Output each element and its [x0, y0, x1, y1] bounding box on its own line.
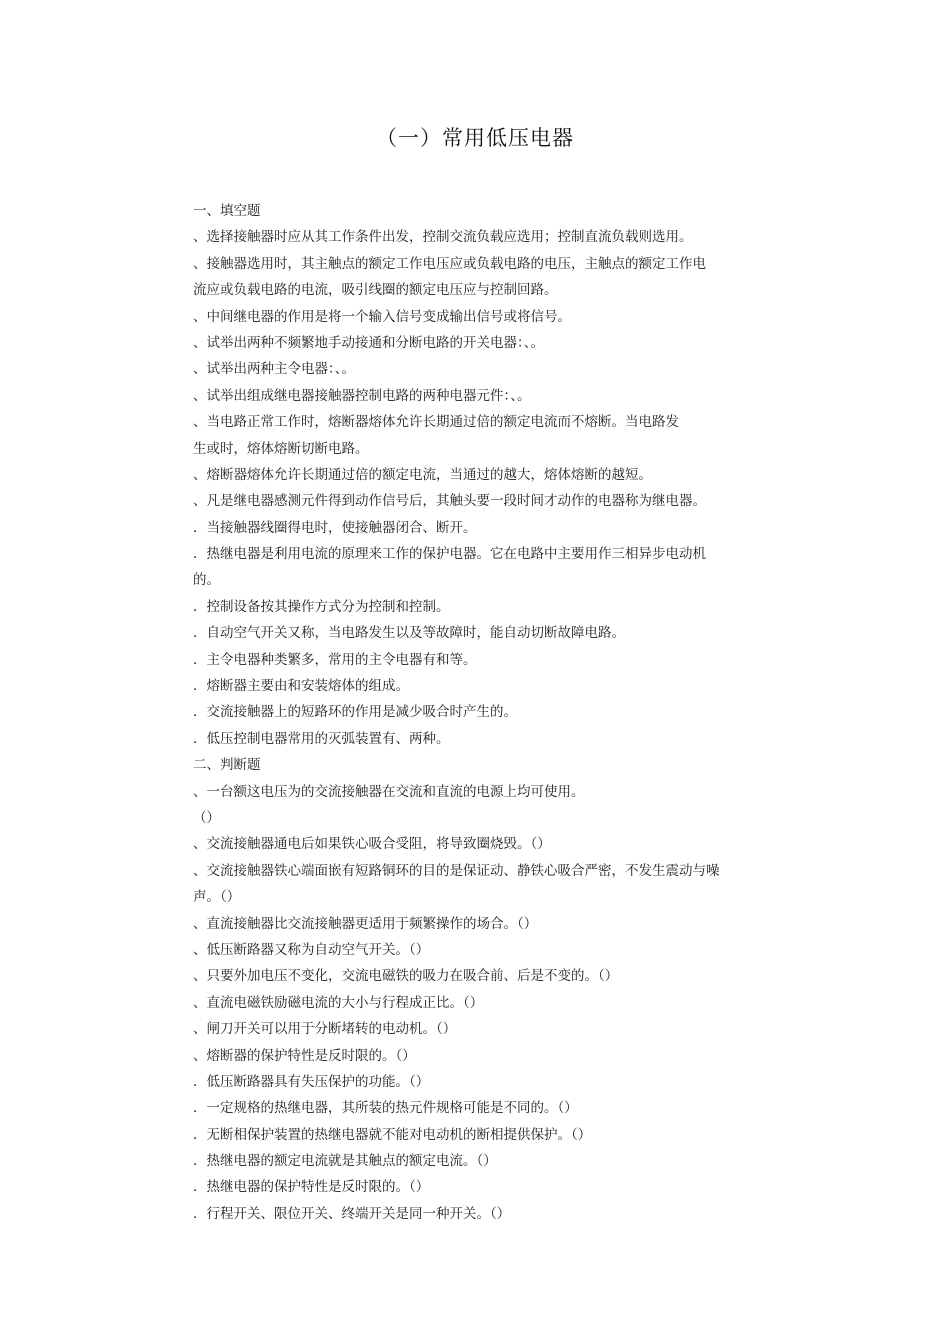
question-line: ．当接触器线圈得电时，使接触器闭合、断开。	[193, 519, 477, 536]
question-line: ．交流接触器上的短路环的作用是减少吸合时产生的。	[193, 704, 517, 721]
question-line: ．熔断器主要由和安装熔体的组成。	[193, 678, 409, 695]
question-line: ．控制设备按其操作方式分为控制和控制。	[193, 598, 450, 615]
question-line: ．热继电器的额定电流就是其触点的额定电流。（）	[193, 1153, 497, 1170]
question-line: 、熔断器熔体允许长期通过倍的额定电流，当通过的越大，熔体熔断的越短。	[193, 466, 652, 483]
question-line: 的。	[193, 572, 220, 589]
question-line: 、低压断路器又称为自动空气开关。（）	[193, 941, 430, 958]
question-line: 、试举出组成继电器接触器控制电路的两种电器元件：、。	[193, 387, 531, 404]
question-line: ．低压断路器具有失压保护的功能。（）	[193, 1073, 430, 1090]
document-title: （一）常用低压电器	[376, 126, 574, 150]
question-line: ．主令电器种类繁多，常用的主令电器有和等。	[193, 651, 477, 668]
question-line: 生或时，熔体熔断切断电路。	[193, 440, 369, 457]
question-line: ．一定规格的热继电器，其所装的热元件规格可能是不同的。（）	[193, 1100, 578, 1117]
question-line: ．低压控制电器常用的灭弧装置有、两种。	[193, 730, 450, 747]
section-heading: 一、填空题	[193, 203, 261, 219]
document-body	[193, 198, 783, 1227]
question-line: 、试举出两种不频繁地手动接通和分断电路的开关电器：、。	[193, 334, 544, 351]
section-heading: 二、判断题	[193, 757, 261, 774]
question-line: 、一台额这电压为的交流接触器在交流和直流的电源上均可使用。	[193, 783, 585, 800]
question-line: 、交流接触器铁心端面嵌有短路铜环的目的是保证动、静铁心吸合严密，不发生震动与噪	[193, 862, 720, 879]
question-line: ．行程开关、限位开关、终端开关是同一种开关。（）	[193, 1205, 511, 1222]
question-line: 、当电路正常工作时，熔断器熔体允许长期通过倍的额定电流而不熔断。当电路发	[193, 414, 679, 431]
question-line: 、接触器选用时，其主触点的额定工作电压应或负载电路的电压，主触点的额定工作电	[193, 255, 706, 272]
question-line: 、闸刀开关可以用于分断堵转的电动机。（）	[193, 1021, 457, 1038]
question-line: ．热继电器是利用电流的原理来工作的保护电器。它在电路中主要用作三相异步电动机	[193, 546, 706, 563]
question-line: 、熔断器的保护特性是反时限的。（）	[193, 1047, 416, 1064]
question-line: 、直流接触器比交流接触器更适用于频繁操作的场合。（）	[193, 915, 538, 932]
question-line: 、直流电磁铁励磁电流的大小与行程成正比。（）	[193, 994, 484, 1011]
question-line: 流应或负载电路的电流，吸引线圈的额定电压应与控制回路。	[193, 282, 558, 299]
question-line: 、交流接触器通电后如果铁心吸合受阻，将导致圈烧毁。（）	[193, 836, 551, 853]
question-line: ．无断相保护装置的热继电器就不能对电动机的断相提供保护。（）	[193, 1126, 592, 1143]
question-line: ．热继电器的保护特性是反时限的。（）	[193, 1179, 430, 1196]
question-line: 、选择接触器时应从其工作条件出发，控制交流负载应选用；控制直流负载则选用。	[193, 229, 693, 246]
question-line: 声。（）	[193, 889, 241, 906]
question-line: 、只要外加电压不变化，交流电磁铁的吸力在吸合前、后是不变的。（）	[193, 968, 619, 985]
question-line: 、试举出两种主令电器：、。	[193, 361, 355, 378]
question-line: 、凡是继电器感测元件得到动作信号后，其触头要一段时间才动作的电器称为继电器。	[193, 493, 706, 510]
question-line: 、中间继电器的作用是将一个输入信号变成输出信号或将信号。	[193, 308, 571, 325]
question-line: （）	[193, 809, 220, 826]
question-line: ．自动空气开关又称，当电路发生以及等故障时，能自动切断故障电路。	[193, 625, 625, 642]
